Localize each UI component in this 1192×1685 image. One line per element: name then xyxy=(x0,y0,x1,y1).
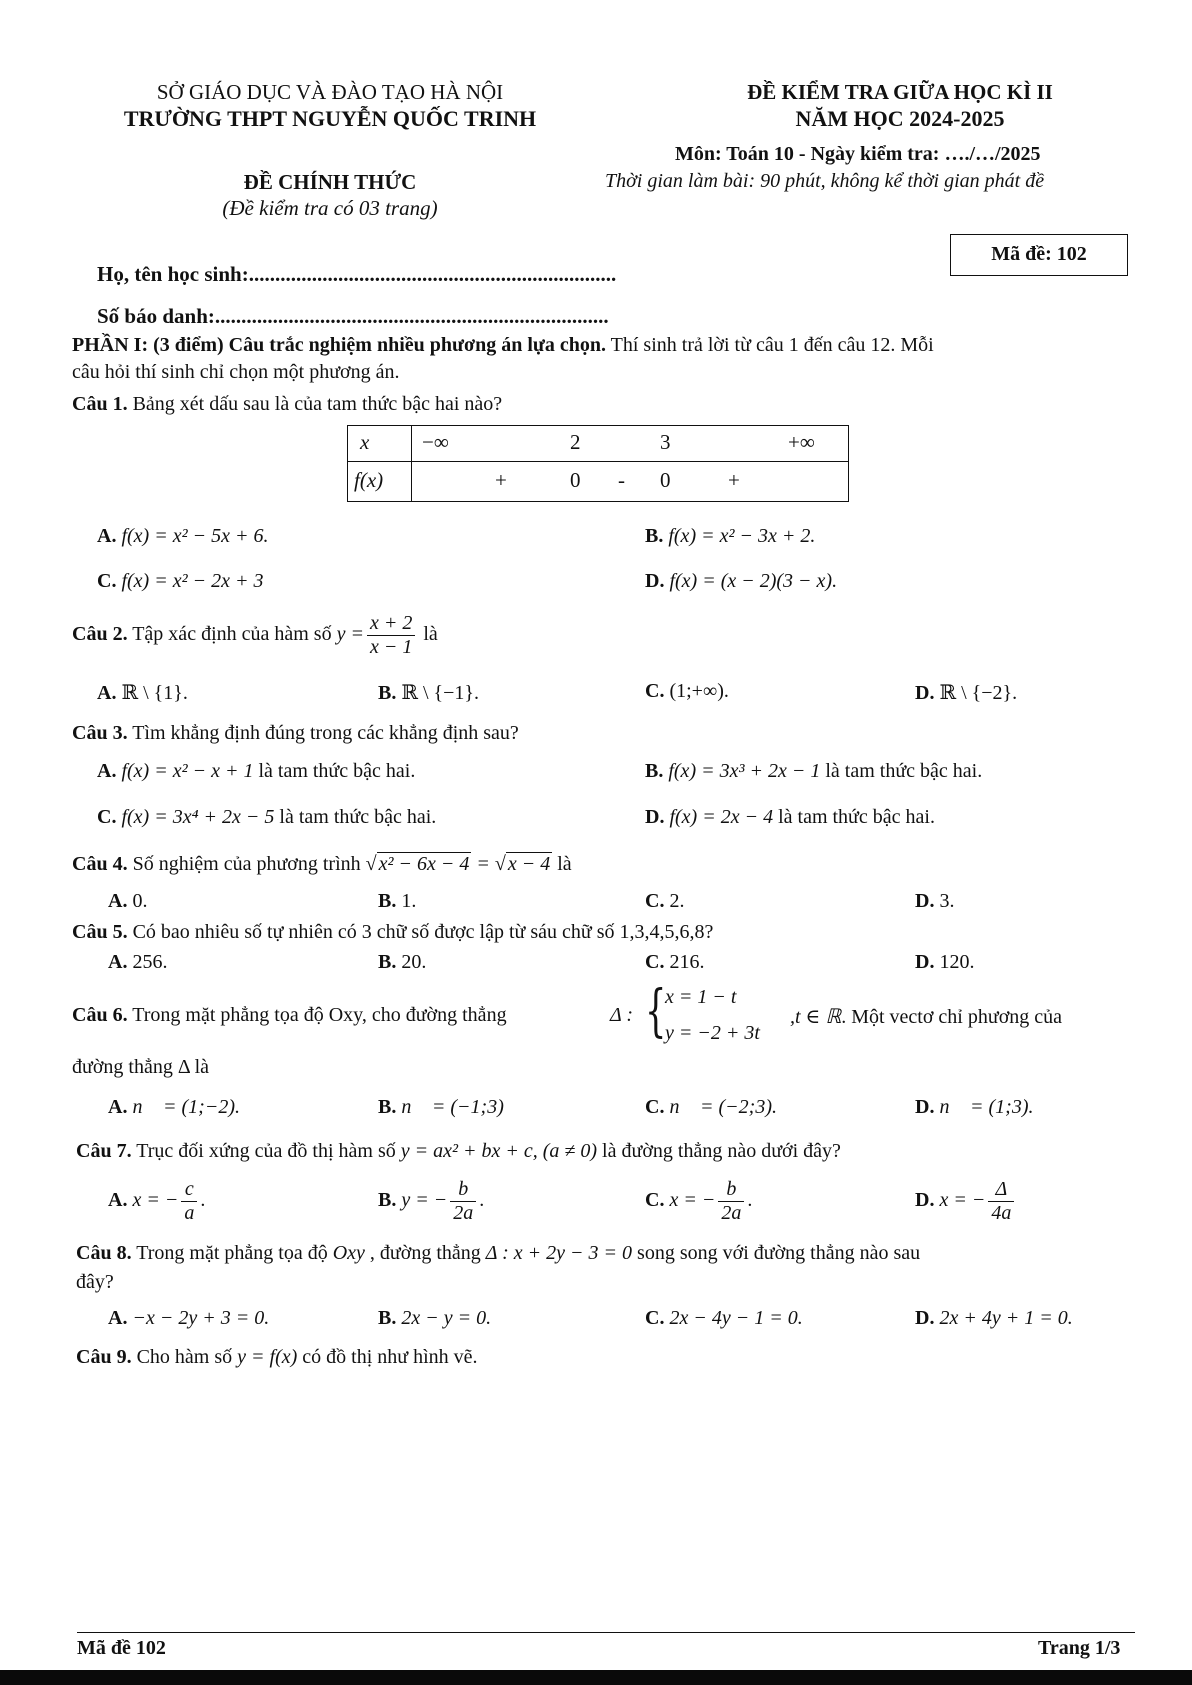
scan-edge xyxy=(0,1670,1192,1685)
option-c[interactable] xyxy=(97,806,436,829)
option-letter: C. xyxy=(645,680,670,702)
option-c[interactable] xyxy=(645,1096,777,1119)
fraction xyxy=(367,612,415,659)
option-letter: C. xyxy=(645,1307,670,1329)
option-letter: C. xyxy=(97,806,122,828)
footer-divider xyxy=(77,1632,1135,1633)
option-d[interactable] xyxy=(915,1096,1034,1119)
frac-num: Δ xyxy=(988,1178,1014,1202)
question-8 xyxy=(76,1242,920,1265)
option-b[interactable] xyxy=(378,951,426,974)
option-text: là tam thức bậc hai. xyxy=(773,806,935,828)
option-a[interactable] xyxy=(97,680,188,705)
option-text: là tam thức bậc hai. xyxy=(253,760,416,782)
question-label: Câu 1. xyxy=(72,393,128,415)
option-text: 256. xyxy=(132,951,168,973)
option-letter: C. xyxy=(645,890,670,912)
question-label: Câu 4. xyxy=(72,853,128,875)
question-1 xyxy=(72,393,502,416)
option-d[interactable] xyxy=(915,1178,1017,1225)
option-a[interactable] xyxy=(97,525,268,548)
time-note: Thời gian làm bài: 90 phút, không kể thời gian phát đề xyxy=(605,170,1045,192)
footer-page-number: Trang 1/3 xyxy=(1038,1637,1121,1659)
option-formula: f(x) = 3x⁴ + 2x − 5 xyxy=(121,806,275,828)
option-letter: A. xyxy=(108,951,133,973)
option-letter: D. xyxy=(915,682,940,704)
option-letter: B. xyxy=(378,1096,402,1118)
fraction xyxy=(718,1178,744,1225)
question-8-line2: đây? xyxy=(76,1271,114,1293)
question-text: Trục đối xứng của đồ thị hàm số xyxy=(131,1140,396,1162)
question-6 xyxy=(72,1004,507,1027)
frac-den: 2a xyxy=(721,1202,742,1224)
question-7 xyxy=(76,1140,841,1163)
question-tail: là đường thẳng nào dưới đây? xyxy=(597,1140,841,1162)
table-fx-label: f(x) xyxy=(354,468,384,492)
dept-name: SỞ GIÁO DỤC VÀ ĐÀO TẠO HÀ NỘI xyxy=(156,80,504,104)
school-year: NĂM HỌC 2024-2025 xyxy=(795,106,1005,131)
table-x-label: x xyxy=(360,430,370,454)
question-tail: . Một vectơ chỉ phương của xyxy=(841,1006,1063,1028)
option-b[interactable] xyxy=(378,1307,491,1330)
option-letter: B. xyxy=(378,890,402,912)
option-d[interactable] xyxy=(915,680,1017,705)
option-letter: B. xyxy=(645,525,669,547)
option-letter: D. xyxy=(645,570,670,592)
frac-den: a xyxy=(184,1202,195,1224)
option-letter: A. xyxy=(97,682,122,704)
table-divider xyxy=(411,426,412,501)
question-text: Trong mặt phẳng tọa độ Oxy, cho đường thẳng xyxy=(127,1004,507,1026)
question-label: Câu 7. xyxy=(76,1140,132,1162)
option-text: −x − 2y + 3 = 0. xyxy=(132,1307,270,1329)
question-mid: , đường thẳng xyxy=(369,1242,481,1264)
question-text: Tập xác định của hàm số xyxy=(127,623,332,646)
question-label: Câu 2. xyxy=(72,623,128,646)
option-text: f(x) = (x − 2)(3 − x). xyxy=(669,570,838,592)
table-x-value: 2 xyxy=(570,430,581,454)
option-letter: D. xyxy=(915,951,940,973)
option-text: 2x − 4y − 1 = 0. xyxy=(669,1307,803,1329)
question-label: Câu 5. xyxy=(72,921,128,943)
option-letter: D. xyxy=(915,890,940,912)
student-name-dots[interactable]: ...................................................................... xyxy=(248,262,617,286)
table-sign: + xyxy=(495,468,507,492)
question-tail: có đồ thị như hình vẽ. xyxy=(302,1346,478,1368)
equals: = xyxy=(471,853,495,875)
option-letter: A. xyxy=(108,890,133,912)
option-a[interactable] xyxy=(108,890,147,913)
option-text: 0. xyxy=(132,890,148,912)
school-name: TRƯỜNG THPT NGUYỄN QUỐC TRINH xyxy=(123,106,537,131)
option-text: n⃗ = (−1;3) xyxy=(401,1096,504,1118)
option-letter: C. xyxy=(645,951,670,973)
option-text: 2. xyxy=(669,890,685,912)
option-b[interactable] xyxy=(645,525,815,548)
option-text: 3. xyxy=(939,890,955,912)
table-x-value: −∞ xyxy=(422,430,449,454)
option-b[interactable] xyxy=(645,760,982,783)
question-9 xyxy=(76,1346,478,1369)
param-text: ,t ∈ ℝ xyxy=(790,1006,842,1028)
option-d[interactable] xyxy=(915,951,974,974)
option-letter: A. xyxy=(108,1189,133,1212)
option-d[interactable] xyxy=(645,806,935,829)
option-letter: B. xyxy=(378,1307,402,1329)
question-3 xyxy=(72,722,519,745)
option-b[interactable]: B. y = − $\frac{b}{2a}$ . xyxy=(378,1178,485,1224)
option-text: f(x) = x² − 2x + 3 xyxy=(121,570,264,592)
option-d[interactable] xyxy=(645,570,837,593)
official-label: ĐỀ CHÍNH THỨC xyxy=(243,170,417,194)
student-id-dots[interactable]: ........................................................................... xyxy=(214,304,609,328)
question-tail: là xyxy=(423,623,438,646)
sqrt-rhs: x − 4 xyxy=(507,853,551,875)
option-letter: A. xyxy=(108,1307,133,1329)
footer-exam-code: Mã đề 102 xyxy=(77,1637,166,1659)
option-letter: A. xyxy=(108,1096,133,1118)
frac-num: b xyxy=(718,1178,744,1202)
option-b[interactable] xyxy=(378,680,479,705)
option-letter: B. xyxy=(378,682,402,704)
option-lhs: x = − xyxy=(669,1189,716,1212)
option-a[interactable] xyxy=(108,951,167,974)
question-func: y = f(x) xyxy=(232,1346,303,1368)
option-text: là tam thức bậc hai. xyxy=(820,760,983,782)
table-divider xyxy=(348,461,848,462)
table-sign: 0 xyxy=(570,468,581,492)
option-c[interactable] xyxy=(645,680,729,703)
option-text: 120. xyxy=(939,951,975,973)
question-func: y = ax² + bx + c, (a ≠ 0) xyxy=(400,1140,598,1162)
option-text: f(x) = x² − 5x + 6. xyxy=(121,525,269,547)
frac-den: x − 1 xyxy=(369,636,413,658)
question-label: Câu 8. xyxy=(76,1242,132,1264)
frac-den: 2a xyxy=(453,1202,474,1224)
option-text: (1;+∞). xyxy=(669,680,729,702)
table-sign: - xyxy=(618,468,625,492)
option-letter: D. xyxy=(645,806,670,828)
option-a[interactable]: A. x = − $\frac{c}{a}$ . xyxy=(108,1178,206,1224)
option-letter: C. xyxy=(97,570,122,592)
frac-num: b xyxy=(450,1178,476,1202)
subject-date: Môn: Toán 10 - Ngày kiểm tra: …./…/2025 xyxy=(675,143,1041,165)
func-lhs: y = xyxy=(336,623,364,646)
option-text: 2x − y = 0. xyxy=(401,1307,492,1329)
fraction xyxy=(450,1178,476,1225)
fraction xyxy=(988,1178,1014,1225)
option-letter: D. xyxy=(915,1096,940,1118)
option-letter: B. xyxy=(378,1189,402,1212)
option-letter: A. xyxy=(97,760,122,782)
option-text: 1. xyxy=(401,890,417,912)
option-text: f(x) = x² − 3x + 2. xyxy=(668,525,816,547)
option-formula: f(x) = x² − x + 1 xyxy=(121,760,254,782)
sqrt-lhs: x² − 6x − 4 xyxy=(378,853,470,875)
frac-den: 4a xyxy=(991,1202,1012,1224)
option-c[interactable]: C. x = − $\frac{b}{2a}$ . xyxy=(645,1178,753,1224)
oxy: Oxy xyxy=(327,1242,370,1264)
equation: √ x² − 6x − 4 = √ x − 4 xyxy=(365,853,551,875)
option-letter: B. xyxy=(378,951,402,973)
option-formula: f(x) = 2x − 4 xyxy=(669,806,774,828)
option-lhs: y = − xyxy=(401,1189,448,1212)
line-eq: Δ : x + 2y − 3 = 0 xyxy=(480,1242,638,1264)
question-text: Bảng xét dấu sau là của tam thức bậc hai nào? xyxy=(127,393,503,415)
question-tail: là xyxy=(552,853,572,875)
sign-table xyxy=(347,425,849,502)
option-text: 20. xyxy=(401,951,427,973)
option-c[interactable] xyxy=(645,951,704,974)
option-lhs: x = − xyxy=(939,1189,986,1212)
option-lhs: x = − xyxy=(132,1189,179,1212)
system-brace: { xyxy=(645,979,667,1044)
part1-instruction xyxy=(72,334,934,357)
option-text: là tam thức bậc hai. xyxy=(274,806,437,828)
table-x-value: +∞ xyxy=(788,430,815,454)
part1-instr-2: câu hỏi thí sinh chỉ chọn một phương án. xyxy=(72,361,400,383)
option-d[interactable] xyxy=(915,1307,1073,1330)
question-text: Số nghiệm của phương trình xyxy=(127,853,361,875)
question-text: Tìm khẳng định đúng trong các khẳng định sau? xyxy=(127,722,519,744)
question-label: Câu 6. xyxy=(72,1004,128,1026)
part1-instr-1: Thí sinh trả lời từ câu 1 đến câu 12. Mỗi xyxy=(606,334,934,356)
option-text: ℝ \ {−2}. xyxy=(939,682,1018,704)
question-6-line2: đường thẳng Δ là xyxy=(72,1056,210,1078)
option-text: n⃗ = (1;−2). xyxy=(132,1096,240,1118)
table-sign: 0 xyxy=(660,468,671,492)
student-name-row xyxy=(97,262,616,287)
pages-note: (Đề kiểm tra có 03 trang) xyxy=(222,196,438,220)
question-2 xyxy=(72,612,438,659)
option-text: 216. xyxy=(669,951,705,973)
option-a[interactable] xyxy=(108,1096,240,1119)
question-text: Trong mặt phẳng tọa độ xyxy=(131,1242,328,1264)
part1-title: PHẦN I: (3 điểm) Câu trắc nghiệm nhiều phương án lựa chọn. xyxy=(72,334,607,356)
student-name-label: Họ, tên học sinh: xyxy=(97,262,249,286)
frac-num: c xyxy=(181,1178,197,1202)
option-text: n⃗ = (−2;3). xyxy=(669,1096,777,1118)
option-c[interactable] xyxy=(645,890,684,913)
option-text: ℝ \ {−1}. xyxy=(401,682,479,704)
option-c[interactable] xyxy=(97,570,263,593)
question-text: Có bao nhiêu số tự nhiên có 3 chữ số được lập từ sáu chữ số 1,3,4,5,6,8? xyxy=(127,921,714,943)
option-text: 2x + 4y + 1 = 0. xyxy=(939,1307,1073,1329)
option-b[interactable] xyxy=(378,890,416,913)
system-eq-1: x = 1 − t xyxy=(665,986,737,1008)
fraction xyxy=(181,1178,197,1225)
option-letter: B. xyxy=(645,760,669,782)
question-label: Câu 9. xyxy=(76,1346,132,1368)
question-text: Cho hàm số xyxy=(131,1346,233,1368)
system-eq-2: y = −2 + 3t xyxy=(665,1022,760,1044)
option-text: n⃗ = (1;3). xyxy=(939,1096,1034,1118)
option-letter: D. xyxy=(915,1189,940,1212)
delta-label: Δ : xyxy=(610,1004,634,1026)
table-sign: + xyxy=(728,468,740,492)
question-label: Câu 3. xyxy=(72,722,128,744)
option-letter: D. xyxy=(915,1307,940,1329)
option-text: ℝ \ {1}. xyxy=(121,682,188,704)
option-letter: A. xyxy=(97,525,122,547)
frac-num: x + 2 xyxy=(367,612,415,636)
option-formula: f(x) = 3x³ + 2x − 1 xyxy=(668,760,821,782)
table-x-value: 3 xyxy=(660,430,671,454)
question-5 xyxy=(72,921,713,944)
option-d[interactable] xyxy=(915,890,954,913)
option-c[interactable] xyxy=(645,1307,803,1330)
option-letter: C. xyxy=(645,1096,670,1118)
exam-code-box: Mã đề: 102 xyxy=(950,234,1128,276)
question-tail: song song với đường thẳng nào sau xyxy=(637,1242,921,1264)
option-a[interactable] xyxy=(97,760,415,783)
option-a[interactable] xyxy=(108,1307,269,1330)
option-b[interactable] xyxy=(378,1096,504,1119)
student-id-label: Số báo danh: xyxy=(97,304,215,328)
student-id-row xyxy=(97,304,609,329)
exam-title: ĐỀ KIỂM TRA GIỮA HỌC KÌ II xyxy=(747,80,1053,104)
question-6-tail xyxy=(790,1004,1062,1029)
question-4 xyxy=(72,853,572,876)
option-letter: C. xyxy=(645,1189,670,1212)
